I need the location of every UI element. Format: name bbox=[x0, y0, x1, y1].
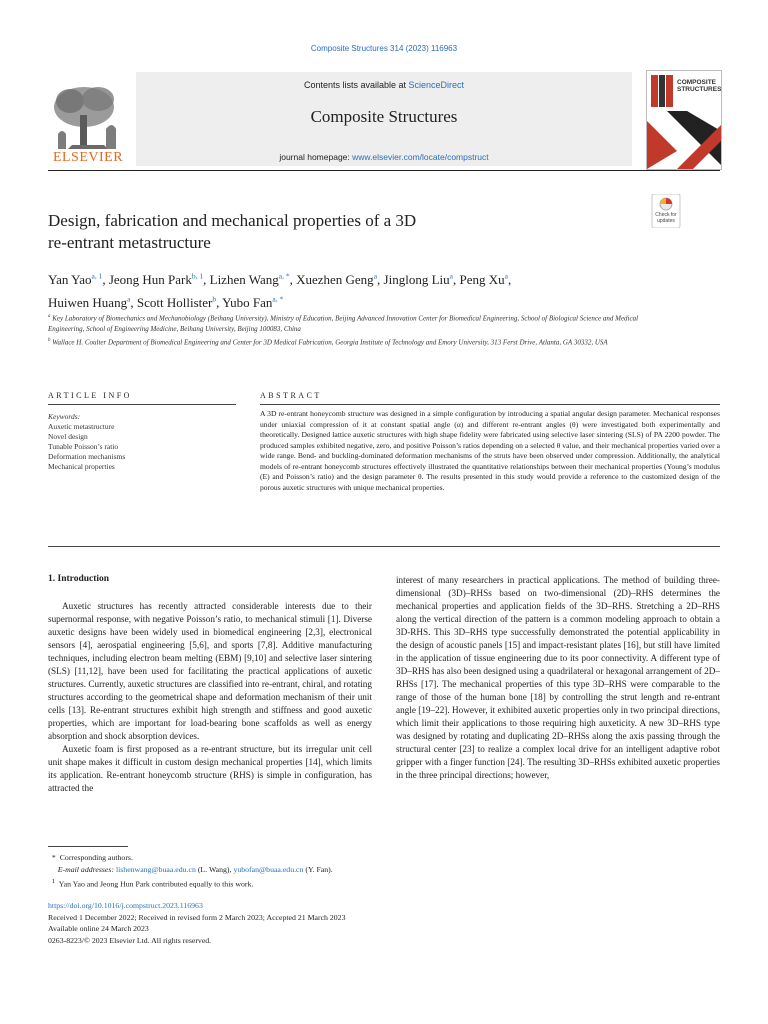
paper-title-line-1: Design, fabrication and mechanical properties of a 3D bbox=[48, 211, 417, 230]
body-right-column bbox=[396, 574, 720, 782]
paper-title bbox=[48, 210, 608, 254]
cover-pattern-icon bbox=[647, 111, 721, 169]
contents-prefix: Contents lists available at bbox=[303, 80, 409, 90]
body-paragraph: Auxetic structures has recently attracted considerable interests due to their supernormal response, with negative Poisson’s ratio, to mechanical stimuli [1]. Diverse auxetic designs have been widely used in biomedical engineering [2,3], electronical sensors [4], aerospatial engineering [5,6], and sports [7,8]. Additive manufacturing techniques, including electron beam melting (EBM) [9,10] and selective laser sintering (SLS) [11,12], have been used for facilitating the practical applications of auxetic structures. Currently, auxetic structures are classified into re-entrant, chiral, and rotating structures according to the geometrical shape and deformation mechanism of their unit cells [13]. Re-entrant structures exhibit high strength and stiffness and good auxetic properties, which are important for load-bearing bone scaffolds as well as energy absorption and shock absorption devices. bbox=[48, 601, 372, 741]
affiliations bbox=[48, 311, 668, 349]
contents-line bbox=[136, 80, 632, 90]
footnote-equal-contribution: $^1$ Yan Yao and Jeong Hun Park contributed equally to this work. bbox=[51, 878, 254, 889]
cover-title: COMPOSITE STRUCTURES bbox=[677, 79, 722, 93]
publisher-logo-text: ELSEVIER bbox=[52, 150, 124, 165]
paper-title-line-2: re-entrant metastructure bbox=[48, 233, 211, 252]
homepage-line bbox=[136, 152, 632, 162]
author[interactable]: Yubo Fan$^{a, *}$ bbox=[222, 294, 284, 310]
homepage-link[interactable]: www.elsevier.com/locate/compstruct bbox=[352, 152, 489, 162]
cover-stripes-icon bbox=[651, 75, 673, 107]
publication-info bbox=[48, 900, 720, 946]
author[interactable]: Yan Yao$^{a, 1}$, bbox=[48, 272, 109, 288]
article-info-heading: ARTICLE INFO bbox=[48, 391, 132, 400]
keyword: Auxetic metastructure bbox=[48, 422, 115, 431]
email-link[interactable]: yubofan@buaa.edu.cn bbox=[233, 865, 304, 874]
keyword: Novel design bbox=[48, 432, 88, 441]
article-info-rule bbox=[48, 404, 236, 405]
journal-title: Composite Structures bbox=[310, 107, 458, 126]
affiliation-b: $^b$ Wallace H. Coulter Department of Biomedical Engineering and Center for 3D Medical Fabrication, Georgia Institute of Technology and Emory University, 313 Ferst Drive, Atlanta, GA 30332, USA bbox=[48, 338, 608, 347]
abstract-bottom-rule bbox=[48, 546, 720, 547]
footnote-corresponding: * Corresponding authors. bbox=[51, 853, 133, 862]
body-paragraph: interest of many researchers in practical applications. The method of building three-dimensional (3D)–RHSs based on two-dimensional (2D)–RHS determines the mechanical properties and application fields of the 3D–RHS. Stretching a 2D–RHS along the vertical direction of the pattern is a common modeling approach to obtain a 3D-RHS. This 3D–RHS type successfully demonstrated the potential applicability in the design of acoustic panels [15] and impact-resistant plates [16], but still have limited in the application of tissue engineering due to its poor connectivity. A different type of 3D–RHS has also been designed using a quadrilateral or hexagonal arrangement of 2D–RHSs [17]. The mechanical properties of this type 3D–RHS were comparable to the range of those of the human bone [18] by controlling the strut length and re-entrant angle [19–22]. However, it exhibited auxetic properties only in two principal directions, which limit their applications to those requiring high auxeticity. A new 3D–RHS type was designed by rotating and duplicating 2D–RHSs along the axis passing through the structural center [23] to realize a complex local drive for an intelligent adaptive robot gripper with a finger function [24]. The resulting 3D–RHSs exhibited auxetic properties in the three principal directions; however, bbox=[396, 575, 720, 780]
abstract-text: A 3D re-entrant honeycomb structure was designed in a simple configuration by introducing a spatial angular design parameter. Mechanical responses under uniaxial compression of it at constant spatial angle (α) and different re-entrant angles (θ) were investigated both experimentally and theoretically. Designed lattice auxetic structures with high shape fidelity were fabricated using selective laser sintering (SLS) of PA 2200 powder. The produced samples exhibited negative, zero, and positive Poisson’s ratios depending on a selected θ value, and their mechanical properties varied over a wide range. Bend- and buckling-dominated deformation mechanisms of the struts have been observed under compression. Additionally, the analytical models of re-entrant honeycomb structures effectively illustrated the quantitative relationships between their mechanical properties (Young’s modulus (E) and Poisson’s ratio) and the design parameter θ. The results presented in this study would provide a reference to the customized design of the porous auxetic structures with unique mechanical properties. bbox=[260, 409, 720, 492]
author[interactable]: Lizhen Wang$^{a, *}$, bbox=[209, 272, 297, 288]
homepage-prefix: journal homepage: bbox=[279, 152, 353, 162]
journal-reference[interactable]: Composite Structures 314 (2023) 116963 bbox=[310, 44, 458, 53]
received-dates: Received 1 December 2022; Received in revised form 2 March 2023; Accepted 21 March 2023 bbox=[48, 912, 346, 922]
author-list bbox=[48, 267, 668, 312]
footnote-emails: E-mail addresses: lishenwang@buaa.edu.cn (L. Wang), yubofan@buaa.edu.cn (Y. Fan). bbox=[57, 865, 333, 874]
keywords-label: Keywords: bbox=[48, 412, 81, 421]
check-for-updates-label: Check for updates bbox=[655, 212, 677, 224]
email-link[interactable]: lishenwang@buaa.edu.cn bbox=[115, 865, 196, 874]
journal-cover-thumbnail[interactable] bbox=[646, 70, 722, 170]
available-online: Available online 24 March 2023 bbox=[48, 924, 149, 933]
affiliation-a: $^a$ Key Laboratory of Biomechanics and Mechanobiology (Beihang University), Ministry of Education, Beijing Advanced Innovation Center for Biomedical Engineering, School of Biological Science and Medical Engineering, School of Engineering Medicine, Beihang University, Beijing 100083, China bbox=[48, 314, 639, 334]
author[interactable]: Jinglong Liu$^a$, bbox=[383, 272, 460, 288]
abstract-heading: ABSTRACT bbox=[260, 391, 322, 400]
author[interactable]: Huiwen Huang$^a$, bbox=[48, 294, 137, 310]
author[interactable]: Scott Hollister$^b$, bbox=[136, 294, 223, 310]
author[interactable]: Jeong Hun Park$^{b, 1}$, bbox=[108, 272, 210, 288]
copyright: 0263-8223/© 2023 Elsevier Ltd. All rights reserved. bbox=[48, 935, 212, 945]
introduction-heading: 1. Introduction bbox=[48, 574, 110, 584]
keyword: Deformation mechanisms bbox=[48, 452, 126, 461]
keyword: Mechanical properties bbox=[48, 462, 115, 471]
keywords-block bbox=[48, 412, 218, 472]
sciencedirect-link[interactable]: ScienceDirect bbox=[408, 80, 465, 90]
abstract-rule bbox=[260, 404, 720, 405]
footnotes bbox=[48, 852, 720, 891]
body-paragraph: Auxetic foam is first proposed as a re-entrant structure, but its irregular unit cell unit shape makes it difficult in custom design mechanical properties [14], which limits its application. Re-entrant honeycomb structure (RHS) is simple in configuration, has attracted the bbox=[48, 744, 372, 793]
author[interactable]: Peng Xu$^a$, bbox=[459, 272, 512, 288]
author[interactable]: Xuezhen Geng$^a$, bbox=[296, 272, 384, 288]
keyword: Tunable Poisson’s ratio bbox=[48, 442, 119, 451]
doi-link[interactable]: https://doi.org/10.1016/j.compstruct.2023.116963 bbox=[48, 901, 203, 910]
footnote-rule bbox=[48, 846, 128, 847]
body-left-column bbox=[48, 600, 372, 795]
